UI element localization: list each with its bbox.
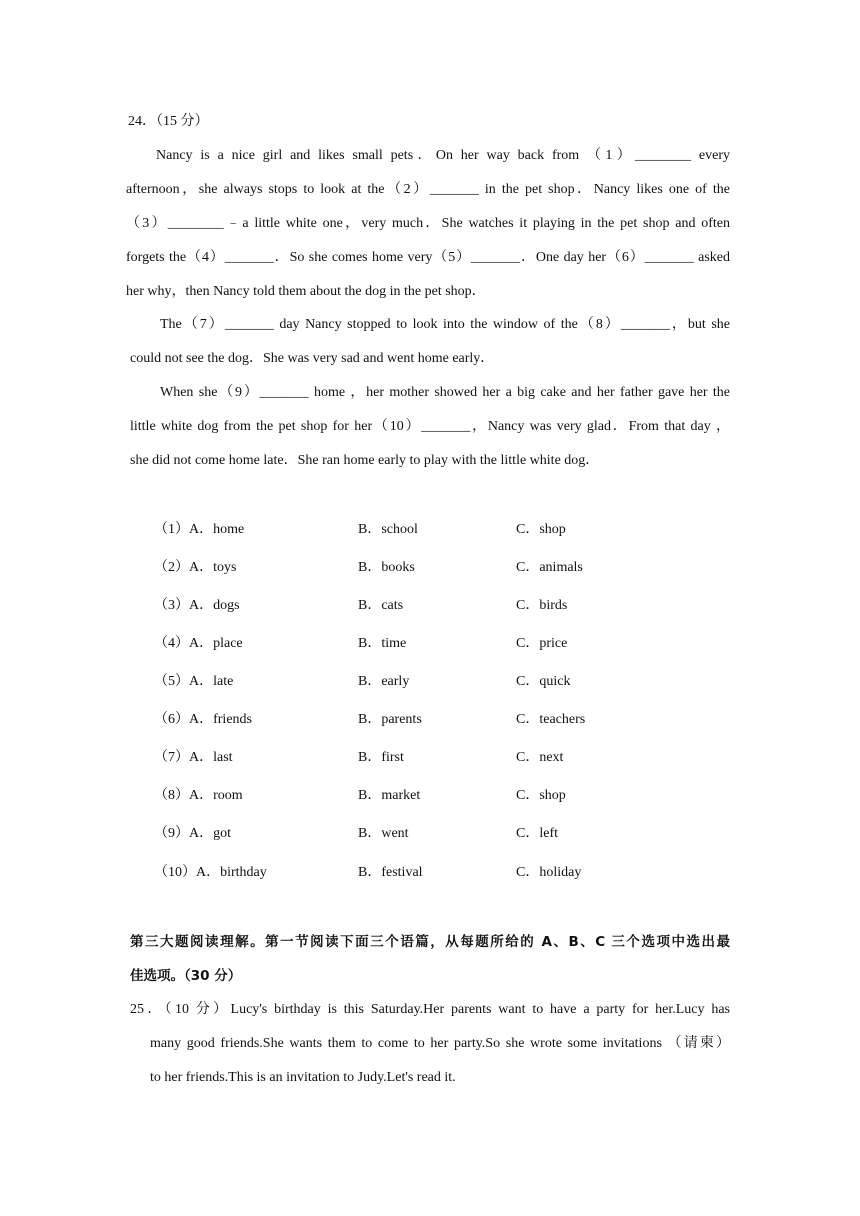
option-6-c: C．teachers [516, 712, 586, 727]
question-25-line-2: many good friends.She wants them to come to her party.So she wrote some invitations （请柬） [150, 1036, 730, 1051]
passage-line-1: Nancy is a nice girl and likes small pets．On her way back from （1）________ every [156, 148, 730, 163]
passage-line-4: forgets the（4）_______．So she comes home very（5）_______．One day her（6）_______ asked [126, 250, 730, 265]
passage-line-6: The（7）_______ day Nancy stopped to look into the window of the（8）_______，but she [160, 317, 730, 332]
option-8-b: B．market [358, 788, 421, 803]
option-7-b: B．first [358, 750, 404, 765]
option-2-a: （2）A．toys [154, 560, 237, 575]
option-3-b: B．cats [358, 598, 404, 613]
option-1-b: B．school [358, 522, 418, 537]
option-8-a: （8）A．room [154, 788, 243, 803]
option-3-a: （3）A．dogs [154, 598, 240, 613]
passage-line-3: （3）________﹣a little white one，very much．She watches it playing in the pet shop and often [126, 216, 730, 231]
section-3-heading-line-2: 佳选项。（30 分） [130, 968, 242, 984]
section-3-heading-line-1: 第三大题阅读理解。第一节阅读下面三个语篇，从每题所给的 A、B、C 三个选项中选出最 [130, 934, 730, 950]
option-6-a: （6）A．friends [154, 712, 252, 727]
option-6-b: B．parents [358, 712, 422, 727]
passage-line-2: afternoon，she always stops to look at the（2）_______ in the pet shop．Nancy likes one of the [126, 182, 730, 197]
question-24-header: 24．（15 分） [128, 114, 209, 129]
passage-line-5: her why，then Nancy told them about the dog in the pet shop． [126, 284, 486, 299]
passage-line-10: she did not come home late．She ran home early to play with the little white dog． [130, 453, 600, 468]
option-9-a: （9）A．got [154, 826, 231, 841]
option-5-c: C．quick [516, 674, 571, 689]
option-7-a: （7）A．last [154, 750, 233, 765]
passage-line-8: When she（9）_______ home ，her mother showed her a big cake and her father gave her the [160, 385, 730, 400]
option-10-b: B．festival [358, 865, 423, 880]
option-10-a: （10）A．birthday [154, 865, 267, 880]
option-3-c: C．birds [516, 598, 568, 613]
option-2-b: B．books [358, 560, 415, 575]
option-7-c: C．next [516, 750, 564, 765]
passage-line-9: little white dog from the pet shop for her（10）_______，Nancy was very glad．From that day ， [130, 419, 730, 434]
option-4-c: C．price [516, 636, 568, 651]
option-9-c: C．left [516, 826, 558, 841]
option-5-b: B．early [358, 674, 410, 689]
question-25-line-1: 25．（10 分）Lucy's birthday is this Saturday.Her parents want to have a party for her.Lucy has [130, 1002, 730, 1017]
option-4-a: （4）A．place [154, 636, 243, 651]
option-9-b: B．went [358, 826, 409, 841]
option-5-a: （5）A．late [154, 674, 234, 689]
option-8-c: C．shop [516, 788, 566, 803]
option-2-c: C．animals [516, 560, 583, 575]
option-10-c: C．holiday [516, 865, 582, 880]
passage-line-7: could not see the dog．She was very sad and went home early． [130, 351, 495, 366]
option-4-b: B．time [358, 636, 407, 651]
question-25-line-3: to her friends.This is an invitation to Judy.Let's read it. [150, 1070, 456, 1085]
option-1-c: C．shop [516, 522, 566, 537]
option-1-a: （1）A．home [154, 522, 245, 537]
